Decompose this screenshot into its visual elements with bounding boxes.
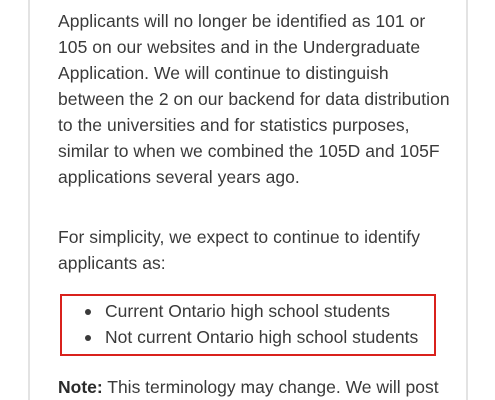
text-line: Application. We will continue to distinguish: [58, 63, 389, 83]
list-item-label: Current Ontario high school students: [105, 301, 391, 321]
text-line: Applicants will no longer be identified as 101 or: [58, 11, 426, 31]
left-border: [28, 0, 30, 400]
text-line: 105 on our websites and in the Undergraduate: [58, 37, 421, 57]
list-item-label: Not current Ontario high school students: [105, 327, 419, 347]
text-line: similar to when we combined the 105D and 105F: [58, 141, 440, 161]
note-paragraph: [58, 374, 439, 400]
list-item: [76, 298, 418, 324]
text-line: applicants as:: [58, 253, 166, 273]
text-line: For simplicity, we expect to continue to identify: [58, 227, 421, 247]
note-text: This terminology may change. We will post: [102, 377, 439, 397]
paragraph-simplicity: [58, 224, 420, 276]
text-line: to the universities and for statistics purposes,: [58, 115, 410, 135]
right-border: [466, 0, 468, 400]
note-label: Note:: [58, 377, 103, 397]
text-line: between the 2 on our backend for data distribution: [58, 89, 450, 109]
paragraph-applicant-identification: [58, 8, 450, 190]
bullet-icon: [85, 335, 91, 341]
list-item: [76, 324, 418, 350]
bullet-icon: [85, 309, 91, 315]
applicant-category-list: [76, 298, 418, 350]
text-line: applications several years ago.: [58, 167, 300, 187]
